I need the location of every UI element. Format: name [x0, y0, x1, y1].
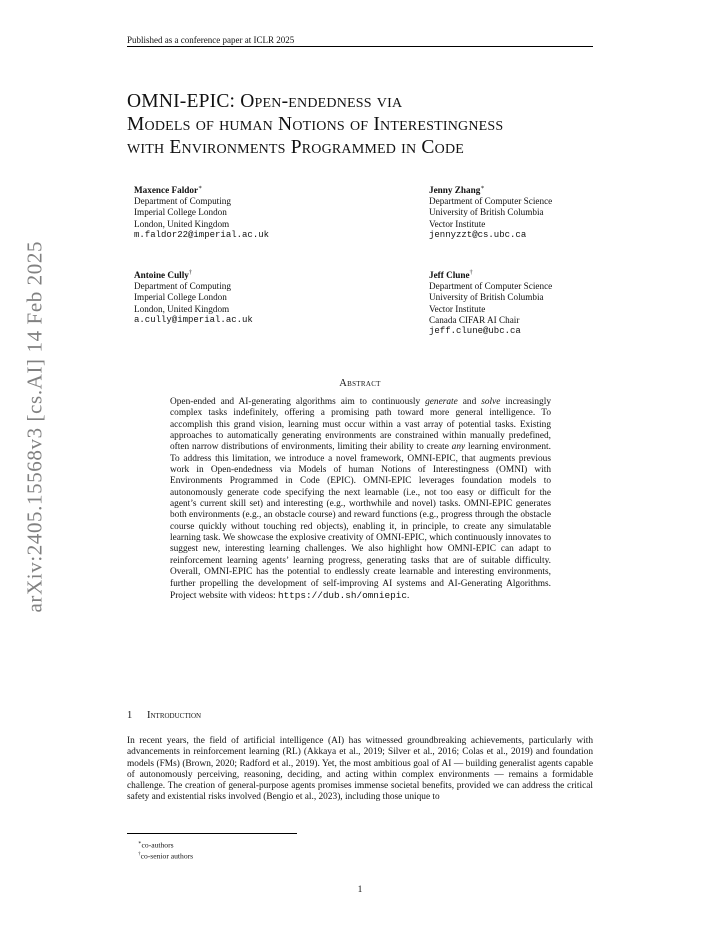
abstract-text: and	[457, 397, 482, 407]
page-number: 1	[357, 885, 363, 895]
footnote-text: co-authors	[141, 840, 174, 850]
author-affiliation: Vector Institute	[429, 303, 486, 314]
author-block-cully	[134, 268, 253, 326]
abstract-heading: Abstract	[339, 378, 381, 389]
author-affiliation: University of British Columbia	[429, 207, 544, 218]
arxiv-stamp: arXiv:2405.15568v3 [cs.AI] 14 Feb 2025	[22, 240, 47, 613]
author-affiliation: Department of Computer Science	[429, 196, 553, 207]
author-affiliation: London, United Kingdom	[134, 218, 230, 229]
footnote-co-senior	[138, 849, 193, 862]
footnote-text: co-senior authors	[140, 851, 194, 861]
author-affiliation: Department of Computing	[134, 281, 231, 292]
abstract-text: learning environment. To address this limitation, we introduce a novel framework, OMNI-EPIC, that augments previous work in Open-endedness via Models of human Notions of Interestingness (OMNI) with Environments Programmed in Code (EPIC). OMNI-EPIC leverages foundation models to autonomously generate code specifying the next learnable (i.e., not too easy or difficult for the agent’s current skill set) and interesting (e.g., worthwhile and novel) tasks. OMNI-EPIC generates both environments (e.g., an obstacle course) and reward functions (e.g., progress through the obstacle course quickly without touching red objects), enabling it, in principle, to create any simulatable learning task. We showcase the explosive creativity of OMNI-EPIC, which continuously innovates to suggest new, interesting learning challenges. We also highlight how OMNI-EPIC can adapt to reinforcement learning agents’ learning progress, generating tasks that are of suitable difficulty. Overall, OMNI-EPIC has the potential to endlessly create learnable and interesting environments, further propelling the development of self-improving AI systems and AI-Generating Algorithms. Project website with videos:	[170, 442, 551, 601]
author-mark: ∗	[480, 185, 485, 191]
project-website-link[interactable]: https://dub.sh/omniepic	[277, 589, 407, 601]
footnote-mark: †	[138, 851, 141, 857]
title-line-2: Models of human Notions of Interestingness	[127, 114, 504, 135]
author-block-zhang	[429, 183, 552, 241]
paper-title	[127, 90, 647, 159]
author-block-faldor	[134, 183, 269, 241]
author-affiliation: Vector Institute	[429, 218, 486, 229]
author-mark: †	[188, 270, 192, 276]
author-email[interactable]: a.cully@imperial.ac.uk	[134, 314, 253, 325]
author-affiliation: Canada CIFAR AI Chair	[429, 314, 520, 325]
author-email[interactable]: m.faldor22@imperial.ac.uk	[134, 229, 270, 240]
author-affiliation: Imperial College London	[134, 207, 227, 218]
abstract-text: increasingly complex tasks indefinitely, offering a promising path toward more general intelligence. To accomplish this grand vision, learning must occur within a vast array of potential tasks. Existing approaches to automatically generating environments are constrained within manually predefined, often narrow distributions of environments, limiting their ability to create	[170, 397, 551, 453]
footnote-mark: ∗	[138, 840, 142, 846]
section-heading-introduction	[127, 710, 201, 721]
author-name: Jenny Zhang	[429, 185, 481, 196]
author-name: Antoine Cully	[134, 270, 189, 281]
author-name: Maxence Faldor	[134, 185, 199, 196]
header-rule	[127, 46, 593, 47]
footnote-rule	[127, 833, 297, 834]
title-line-3: with Environments Programmed in Code	[127, 137, 465, 158]
introduction-paragraph: In recent years, the field of artificial intelligence (AI) has witnessed groundbreaking achievements, particularly with advancements in reinforcement learning (RL) (Akkaya et al., 2019; Silver et al., 2016; Colas et al., 2019) and foundation models (FMs) (Brown, 2020; Radford et al., 2019). Yet, the most ambitious goal of AI — building generalist agents capable of autonomously perceiving, reasoning, deciding, and acting within complex environments — remains a formidable challenge. The creation of general-purpose agents promises immense societal benefits, provided we can address the critical safety and existential risks involved (Bengio et al., 2023), including those unique to	[127, 736, 593, 803]
author-affiliation: Imperial College London	[134, 292, 227, 303]
author-mark: †	[469, 270, 473, 276]
abstract-body	[170, 397, 551, 602]
abstract-emphasis: generate	[425, 397, 458, 407]
running-header: Published as a conference paper at ICLR 2025	[127, 35, 295, 45]
author-email[interactable]: jennyzzt@cs.ubc.ca	[429, 229, 527, 240]
author-email[interactable]: jeff.clune@ubc.ca	[429, 326, 521, 337]
author-affiliation: Department of Computing	[134, 196, 231, 207]
section-title: Introduction	[147, 710, 202, 721]
author-name: Jeff Clune	[429, 270, 470, 281]
author-mark: ∗	[198, 185, 203, 191]
section-number: 1	[127, 710, 133, 721]
abstract-emphasis: solve	[481, 397, 501, 407]
author-affiliation: University of British Columbia	[429, 292, 544, 303]
abstract-emphasis: any	[451, 442, 466, 453]
author-block-clune	[429, 268, 552, 337]
author-affiliation: Department of Computer Science	[429, 281, 553, 292]
title-line-1: OMNI-EPIC: Open-endedness via	[127, 91, 403, 112]
abstract-text: .	[406, 590, 410, 601]
author-affiliation: London, United Kingdom	[134, 303, 230, 314]
abstract-text: Open-ended and AI-generating algorithms aim to continuously	[170, 397, 426, 407]
